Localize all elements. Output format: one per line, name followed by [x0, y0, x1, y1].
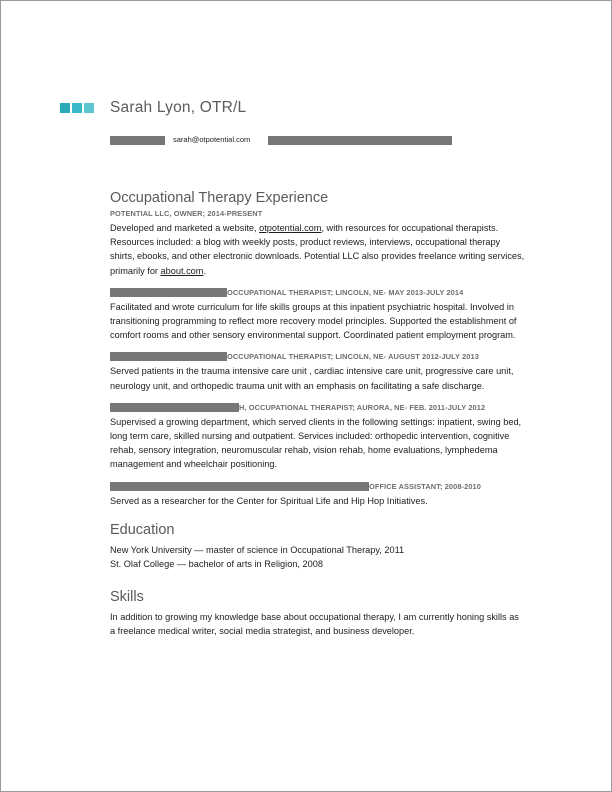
education-item-1: New York University — master of science in Occupational Therapy, 2011 — [110, 544, 405, 555]
desc-text: . — [203, 265, 207, 276]
job-description-1 — [110, 221, 525, 278]
redacted-phone — [110, 136, 165, 145]
job-heading-5 — [110, 481, 525, 492]
resume-body — [110, 190, 525, 639]
job-heading-2 — [110, 287, 525, 298]
redacted-employer — [110, 352, 227, 361]
job-description-3: Served patients in the trauma intensive care unit , cardiac intensive care unit, progressive care unit, neurology unit, and orthopedic trauma unit with an emphasis on facilitating a safe discharge. — [110, 366, 514, 391]
skills-heading: Skills — [110, 589, 144, 606]
brand-squares-logo — [60, 103, 94, 113]
job-title-text: OCCUPATIONAL THERAPIST; LINCOLN, NE- MAY 2013-JULY 2014 — [227, 287, 464, 297]
logo-square-2 — [72, 103, 82, 113]
website-link[interactable]: otpotential.com — [259, 223, 322, 233]
redacted-address — [268, 136, 452, 145]
job-heading-3 — [110, 351, 525, 362]
job-heading-1 — [110, 208, 525, 219]
job-description-2: Facilitated and wrote curriculum for life skills groups at this inpatient psychiatric hospital. Involved in transitioning programming to reflect more recovery model principles. Supported the establishment of comfort rooms and other sensory environmental support. Coordinated patient employment program. — [110, 301, 517, 341]
skills-text: In addition to growing my knowledge base about occupational therapy, I am currently honing skills as a freelance medical writer, social media strategist, and business developer. — [110, 612, 519, 637]
job-description-4: Supervised a growing department, which served clients in the following settings: inpatient, swing bed, long term care, skilled nursing and outpatient. Services included: orthopedic intervention, cognitive rehab, sensory integration, neuromuscular rehab, vision rehab, home evaluations, lymphedema management and wheelchair positioning. — [110, 416, 522, 470]
email-text: sarah@otpotential.com — [173, 135, 251, 144]
redacted-employer — [110, 403, 239, 412]
redacted-employer — [110, 482, 369, 491]
job-heading-4 — [110, 402, 525, 413]
desc-text: , with resources for occupational therapists. Resources included: a blog with weekly posts, product reviews, interviews, occupational therapy shirts, ebooks, and other electronic downloads. Potential LLC also provides freelance writing services, primarily for — [110, 223, 525, 276]
desc-text: Developed and marketed a website, — [110, 223, 260, 233]
job-title-text: OCCUPATIONAL THERAPIST; LINCOLN, NE- AUGUST 2012-JULY 2013 — [227, 352, 479, 362]
about-link[interactable]: about.com — [160, 265, 204, 276]
job-title-text: OFFICE ASSISTANT; 2008-2010 — [369, 481, 481, 491]
logo-square-1 — [60, 103, 70, 113]
logo-square-3 — [84, 103, 94, 113]
experience-heading: Occupational Therapy Experience — [110, 190, 329, 206]
redacted-employer — [110, 288, 227, 297]
job-description-5: Served as a researcher for the Center for Spiritual Life and Hip Hop Initiatives. — [110, 495, 428, 506]
education-heading: Education — [110, 521, 175, 538]
job-title-text: H, OCCUPATIONAL THERAPIST; AURORA, NE- FEB. 2011-JULY 2012 — [239, 402, 486, 412]
job-title-text: POTENTIAL LLC, OWNER; 2014-PRESENT — [110, 209, 263, 218]
resume-name: Sarah Lyon, OTR/L — [110, 99, 247, 116]
education-item-2: St. Olaf College — bachelor of arts in Religion, 2008 — [110, 559, 323, 570]
